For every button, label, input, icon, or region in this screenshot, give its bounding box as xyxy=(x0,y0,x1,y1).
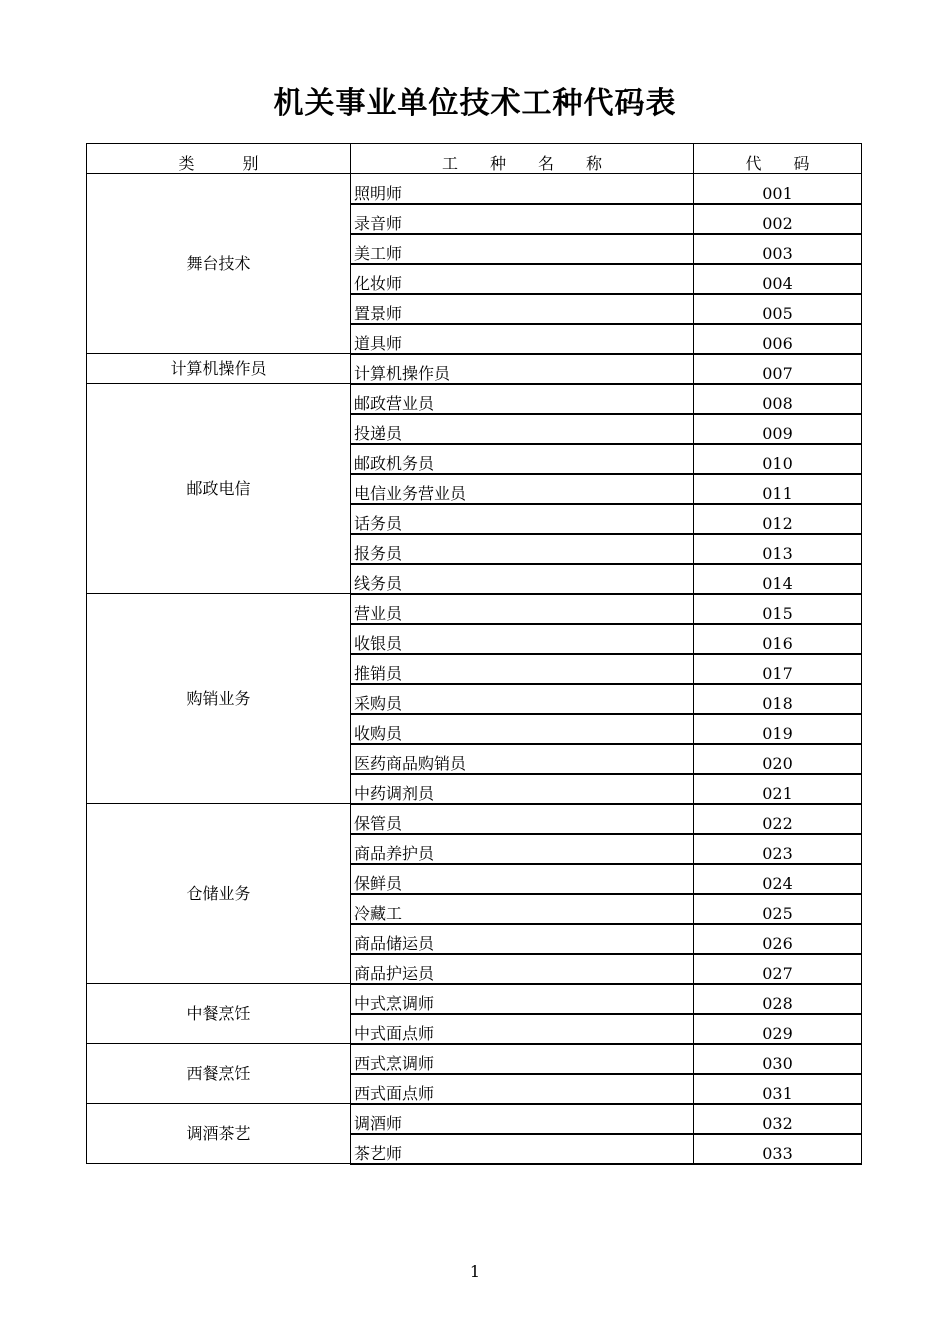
job-code-cell: 030 xyxy=(694,1044,862,1074)
job-code-cell: 001 xyxy=(694,174,862,204)
job-code-table xyxy=(86,143,862,1165)
header-code: 代 码 xyxy=(694,144,862,174)
job-name-cell: 医药商品购销员 xyxy=(351,744,694,774)
table-header-row xyxy=(87,144,862,174)
page-number: 1 xyxy=(469,1262,481,1281)
table-row xyxy=(87,594,862,624)
job-name-cell: 道具师 xyxy=(351,324,694,354)
table-row xyxy=(87,384,862,414)
category-cell: 仓储业务 xyxy=(87,804,351,984)
job-code-cell: 016 xyxy=(694,624,862,654)
category-cell: 舞台技术 xyxy=(87,174,351,354)
job-name-cell: 中式烹调师 xyxy=(351,984,694,1014)
job-name-cell: 收银员 xyxy=(351,624,694,654)
job-code-cell: 015 xyxy=(694,594,862,624)
job-name-cell: 商品储运员 xyxy=(351,924,694,954)
category-cell: 购销业务 xyxy=(87,594,351,804)
job-name-cell: 投递员 xyxy=(351,414,694,444)
category-cell: 调酒茶艺 xyxy=(87,1104,351,1164)
category-cell: 中餐烹饪 xyxy=(87,984,351,1044)
job-code-cell: 012 xyxy=(694,504,862,534)
job-name-cell: 采购员 xyxy=(351,684,694,714)
job-name-cell: 话务员 xyxy=(351,504,694,534)
page-title: 机关事业单位技术工种代码表 xyxy=(273,86,677,121)
job-name-cell: 线务员 xyxy=(351,564,694,594)
job-name-cell: 保鲜员 xyxy=(351,864,694,894)
job-code-cell: 019 xyxy=(694,714,862,744)
job-code-cell: 022 xyxy=(694,804,862,834)
job-code-cell: 008 xyxy=(694,384,862,414)
job-code-cell: 014 xyxy=(694,564,862,594)
job-name-cell: 置景师 xyxy=(351,294,694,324)
job-name-cell: 保管员 xyxy=(351,804,694,834)
job-code-cell: 013 xyxy=(694,534,862,564)
job-code-cell: 006 xyxy=(694,324,862,354)
job-name-cell: 中式面点师 xyxy=(351,1014,694,1044)
job-code-cell: 005 xyxy=(694,294,862,324)
table-row xyxy=(87,174,862,204)
job-name-cell: 调酒师 xyxy=(351,1104,694,1134)
job-code-cell: 029 xyxy=(694,1014,862,1044)
job-name-cell: 邮政营业员 xyxy=(351,384,694,414)
job-name-cell: 计算机操作员 xyxy=(351,354,694,384)
job-code-cell: 024 xyxy=(694,864,862,894)
job-code-cell: 021 xyxy=(694,774,862,804)
job-name-cell: 营业员 xyxy=(351,594,694,624)
header-category: 类 别 xyxy=(87,144,351,174)
job-code-cell: 028 xyxy=(694,984,862,1014)
job-name-cell: 推销员 xyxy=(351,654,694,684)
job-code-cell: 010 xyxy=(694,444,862,474)
job-name-cell: 报务员 xyxy=(351,534,694,564)
job-name-cell: 西式面点师 xyxy=(351,1074,694,1104)
job-code-cell: 033 xyxy=(694,1134,862,1164)
job-code-cell: 026 xyxy=(694,924,862,954)
job-code-cell: 023 xyxy=(694,834,862,864)
job-code-cell: 002 xyxy=(694,204,862,234)
job-name-cell: 收购员 xyxy=(351,714,694,744)
job-name-cell: 商品护运员 xyxy=(351,954,694,984)
table-row xyxy=(87,1104,862,1134)
job-code-cell: 025 xyxy=(694,894,862,924)
job-name-cell: 录音师 xyxy=(351,204,694,234)
job-name-cell: 中药调剂员 xyxy=(351,774,694,804)
job-code-cell: 017 xyxy=(694,654,862,684)
table-row xyxy=(87,984,862,1014)
table-row xyxy=(87,354,862,384)
job-name-cell: 化妆师 xyxy=(351,264,694,294)
job-code-cell: 009 xyxy=(694,414,862,444)
table-row xyxy=(87,1044,862,1074)
category-cell: 西餐烹饪 xyxy=(87,1044,351,1104)
table-body xyxy=(87,174,862,1164)
job-name-cell: 美工师 xyxy=(351,234,694,264)
job-code-cell: 007 xyxy=(694,354,862,384)
header-job-name: 工 种 名 称 xyxy=(351,144,694,174)
job-code-cell: 031 xyxy=(694,1074,862,1104)
job-name-cell: 邮政机务员 xyxy=(351,444,694,474)
job-name-cell: 照明师 xyxy=(351,174,694,204)
category-cell: 邮政电信 xyxy=(87,384,351,594)
category-cell: 计算机操作员 xyxy=(87,354,351,384)
job-code-cell: 018 xyxy=(694,684,862,714)
job-code-cell: 032 xyxy=(694,1104,862,1134)
job-code-cell: 003 xyxy=(694,234,862,264)
job-name-cell: 茶艺师 xyxy=(351,1134,694,1164)
job-code-cell: 011 xyxy=(694,474,862,504)
job-code-cell: 020 xyxy=(694,744,862,774)
table-row xyxy=(87,804,862,834)
job-name-cell: 西式烹调师 xyxy=(351,1044,694,1074)
job-name-cell: 商品养护员 xyxy=(351,834,694,864)
job-code-cell: 004 xyxy=(694,264,862,294)
job-name-cell: 冷藏工 xyxy=(351,894,694,924)
job-name-cell: 电信业务营业员 xyxy=(351,474,694,504)
job-code-cell: 027 xyxy=(694,954,862,984)
